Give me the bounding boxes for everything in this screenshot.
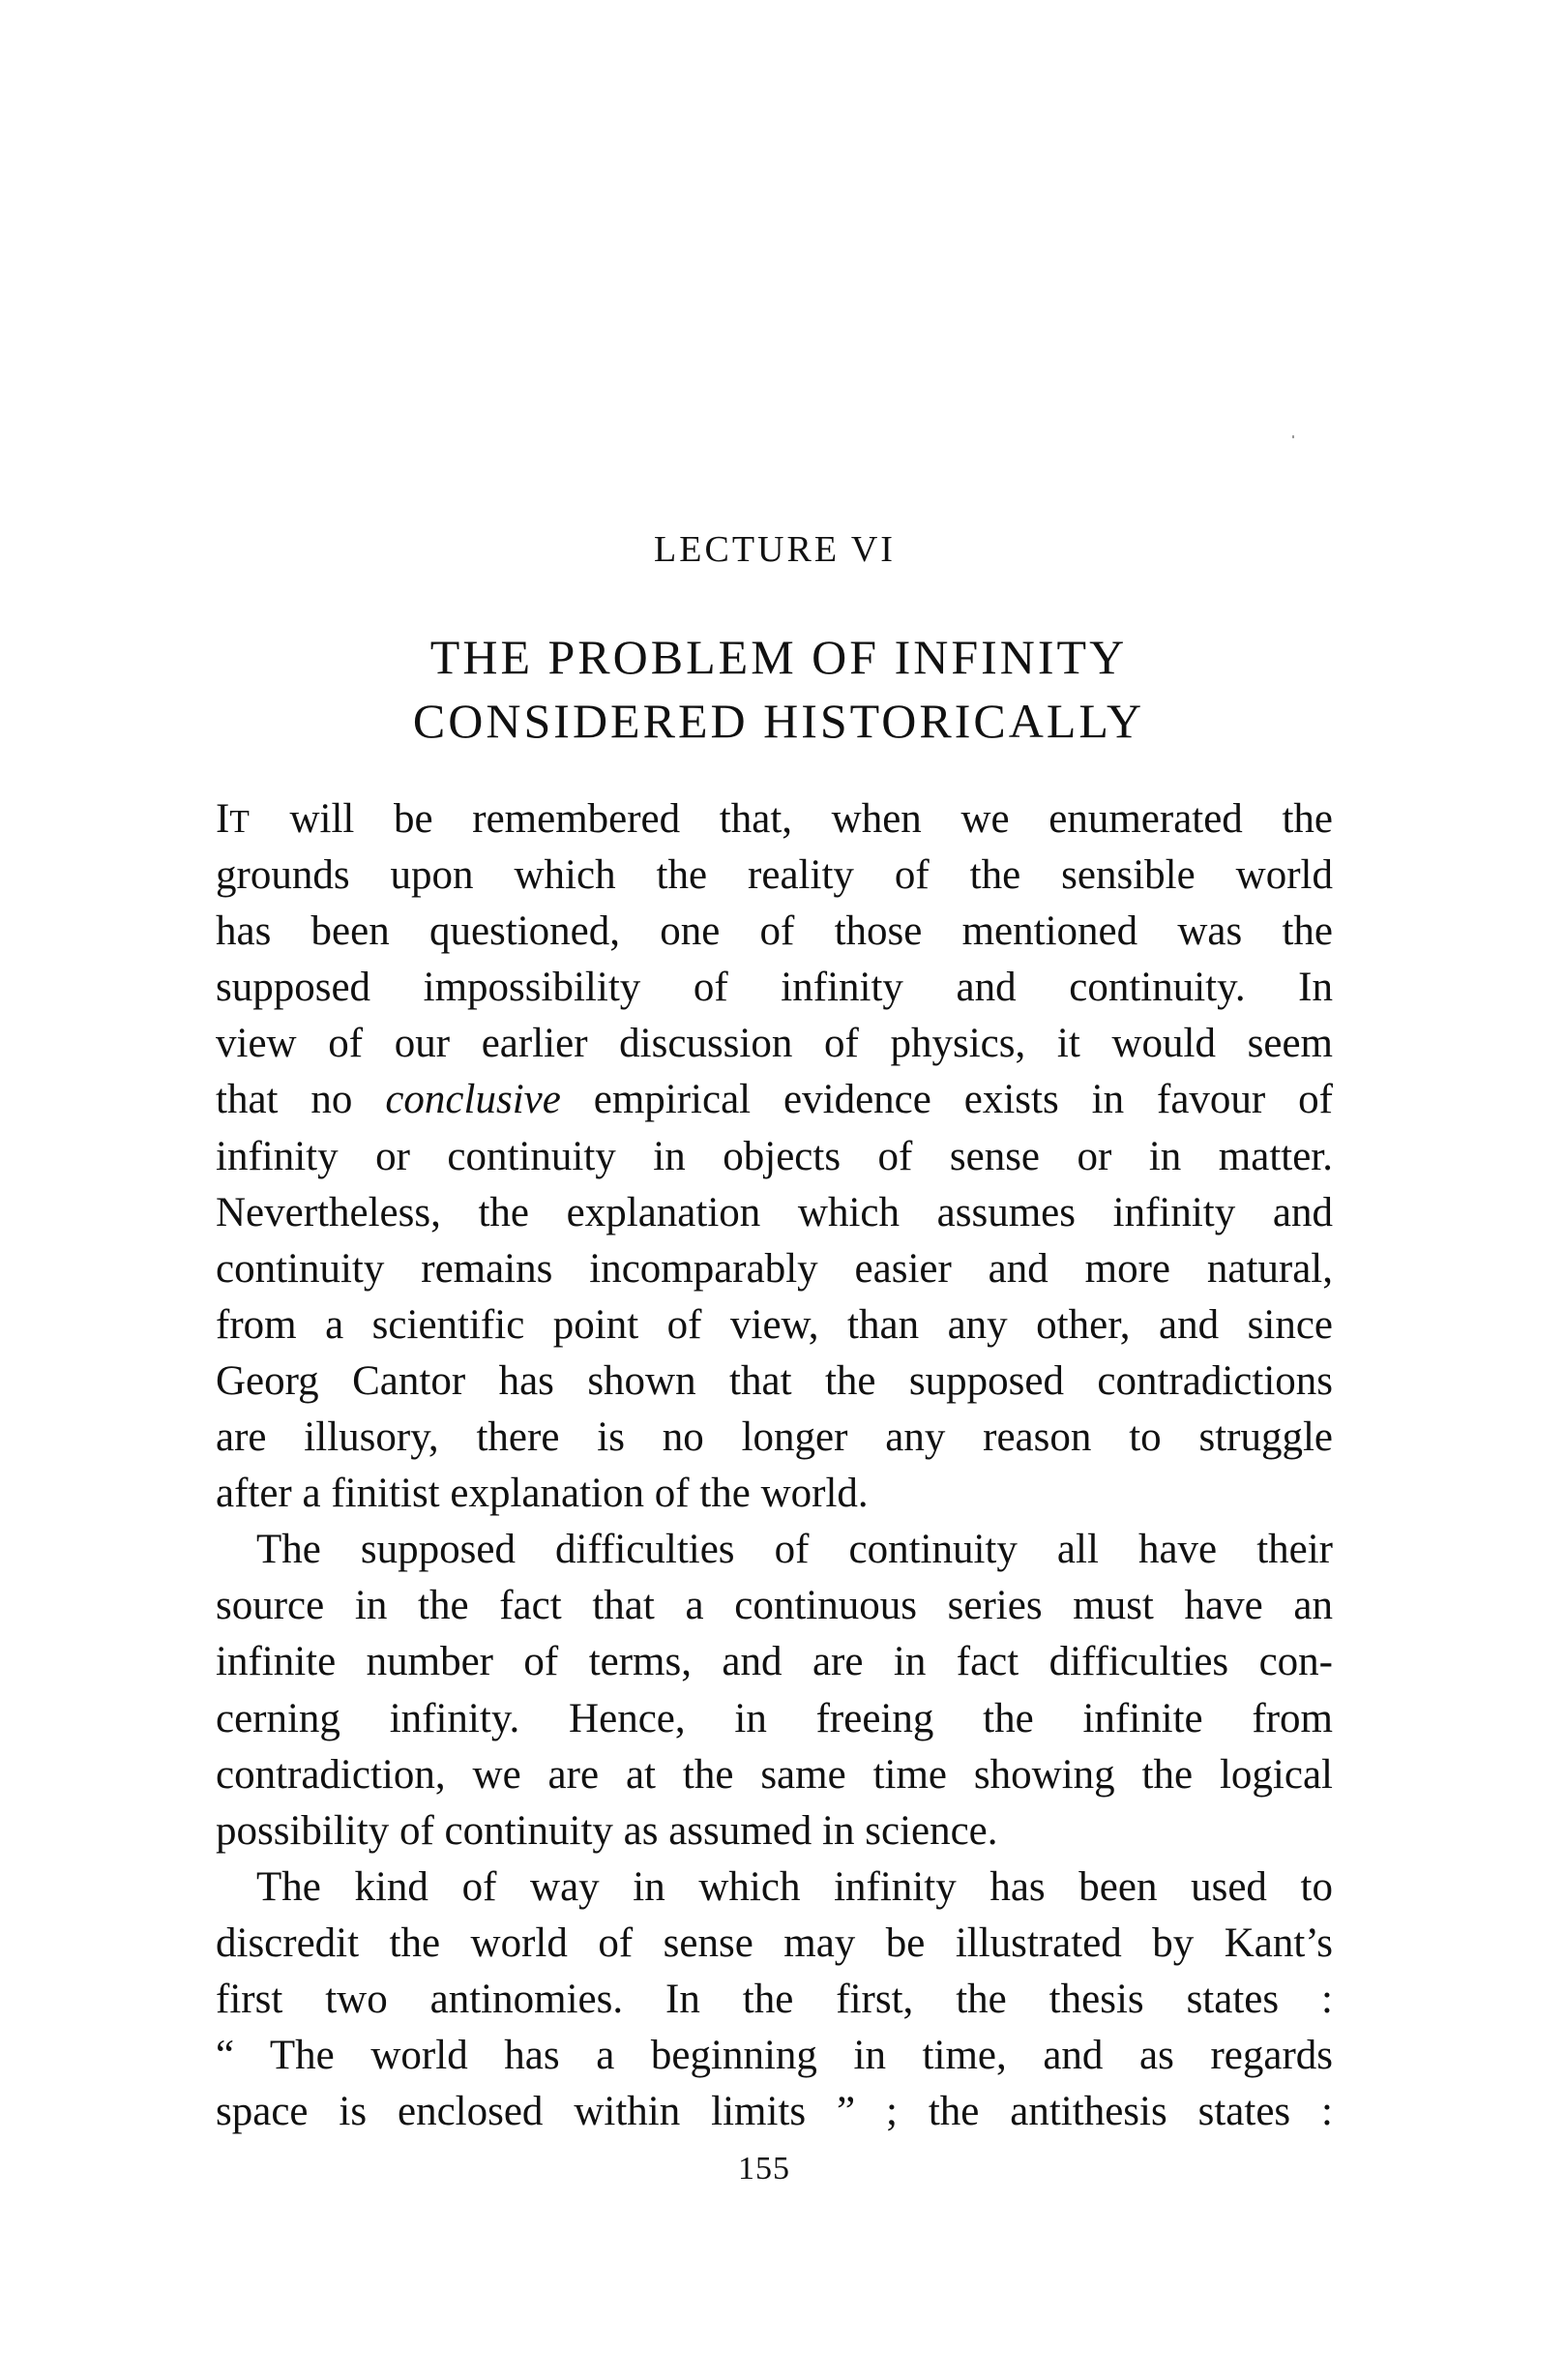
text-line: grounds upon which the reality of the sensible world [216, 852, 1333, 899]
chapter-title-line-1: THE PROBLEM OF INFINITY [429, 630, 1128, 684]
paragraph-1 [216, 791, 1333, 1522]
text-line: cerning infinity. Hence, in freeing the infinite from [216, 1695, 1333, 1741]
text-line [216, 791, 1333, 848]
paragraph-3 [216, 1859, 1333, 2140]
text-line: The kind of way in which infinity has been used to [256, 1863, 1333, 1910]
paragraph-2 [216, 1522, 1333, 1859]
text-line: possibility of continuity as assumed in science. [216, 1807, 998, 1854]
text-line: The supposed difficulties of continuity all have their [256, 1527, 1333, 1573]
text-line: view of our earlier discussion of physics, it would seem [216, 1021, 1333, 1067]
page-number: 155 [738, 2151, 790, 2187]
text-line [216, 1072, 1333, 1128]
text-line: after a finitist explanation of the world. [216, 1471, 869, 1517]
text-line: first two antinomies. In the first, the thesis states : [216, 1976, 1333, 2022]
opening-word-small-caps: T [229, 804, 251, 840]
text-line: continuity remains incomparably easier and more natural, [216, 1245, 1333, 1292]
text-line: source in the fact that a continuous series must have an [216, 1583, 1333, 1629]
text-line: are illusory, there is no longer any reason to struggle [216, 1414, 1333, 1461]
chapter-title-line-2: CONSIDERED HISTORICALLY [412, 694, 1145, 748]
lecture-label: LECTURE VI [654, 529, 896, 570]
text-line: supposed impossibility of infinity and continuity. In [216, 965, 1333, 1011]
italic-emphasis: conclusive [385, 1077, 561, 1123]
text-line: infinity or continuity in objects of sense or in matter. [216, 1133, 1333, 1179]
scan-speck [1292, 435, 1294, 438]
chapter-title [0, 625, 1561, 753]
text-line: from a scientific point of view, than any other, and since [216, 1301, 1333, 1348]
text-line: “ The world has a beginning in time, and as regards [216, 2033, 1333, 2079]
text-line: infinite number of terms, and are in fact difficulties con- [216, 1639, 1333, 1685]
text-line-pre: that no [216, 1077, 386, 1123]
text-line: contradiction, we are at the same time showing the logical [216, 1751, 1333, 1798]
text-line-content: will be remembered that, when we enumerated the [250, 796, 1333, 842]
text-line: Georg Cantor has shown that the supposed contradictions [216, 1357, 1333, 1404]
text-line: space is enclosed within limits ” ; the antithesis states : [216, 2089, 1333, 2135]
text-line: has been questioned, one of those mentioned was the [216, 908, 1333, 955]
opening-word-first-letter: I [216, 796, 230, 842]
text-line: Nevertheless, the explanation which assumes infinity and [216, 1189, 1333, 1235]
text-line-post: empirical evidence exists in favour of [560, 1077, 1333, 1123]
text-line: discredit the world of sense may be illustrated by Kant’s [216, 1919, 1333, 1966]
body-text [216, 791, 1333, 2140]
